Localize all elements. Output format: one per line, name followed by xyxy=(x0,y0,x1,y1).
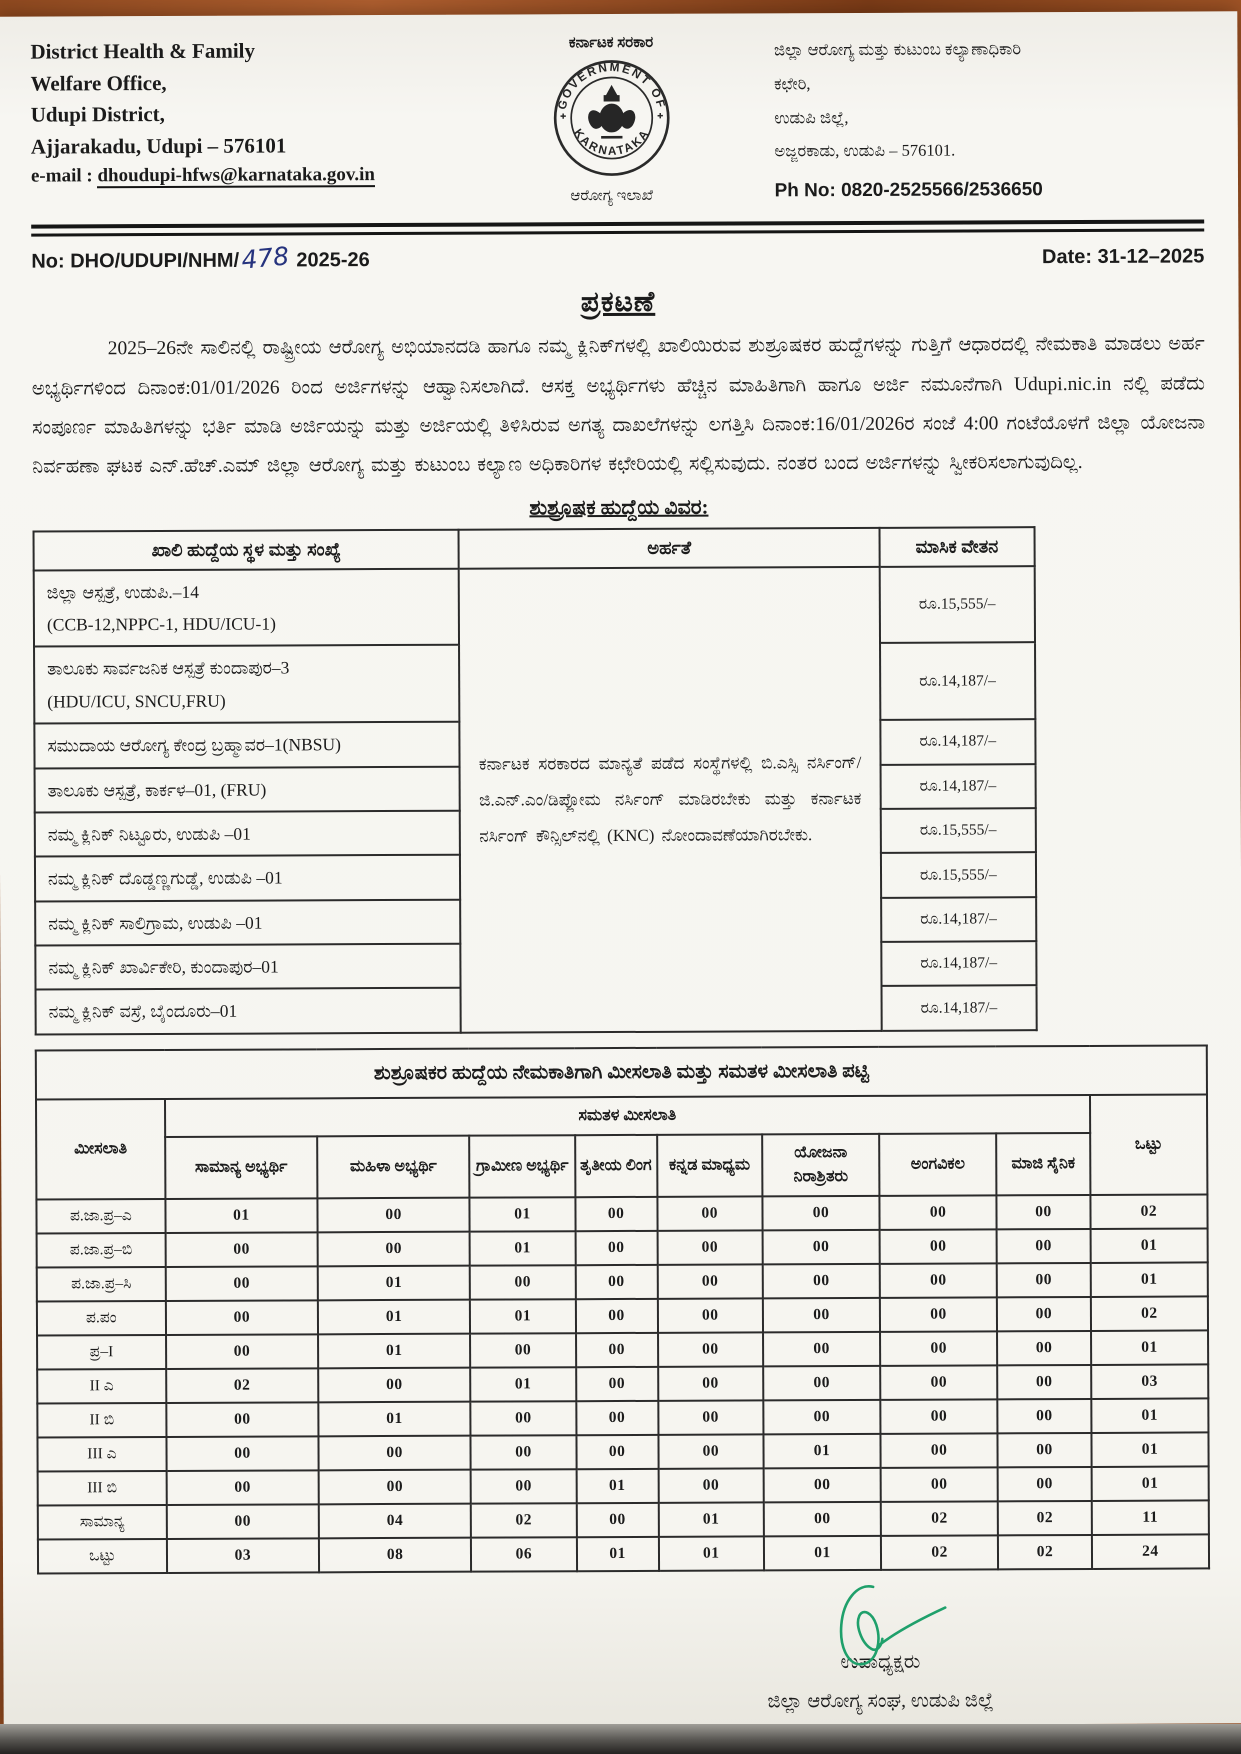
reservation-count-cell: 00 xyxy=(576,1401,658,1435)
reservation-total-cell: 01 xyxy=(1091,1433,1208,1468)
reservation-table-row xyxy=(38,1501,1209,1540)
reservation-count-cell: 00 xyxy=(881,1467,998,1502)
reservation-count-cell: 00 xyxy=(317,1198,469,1233)
reservation-count-cell: 00 xyxy=(471,1435,577,1469)
reservation-total-cell: 24 xyxy=(1092,1535,1209,1570)
reservation-count-cell: 00 xyxy=(319,1470,471,1505)
reservation-category-label: ಪ.ಜಾ.ಪ್ರ–ಸಿ xyxy=(37,1267,166,1302)
reservation-count-cell: 00 xyxy=(763,1332,880,1367)
office-name-kannada-line: ಕಛೇರಿ, xyxy=(774,73,811,94)
salary-cell: ರೂ.14,187/– xyxy=(881,986,1036,1031)
reservation-table-row xyxy=(37,1399,1208,1438)
reservation-count-cell: 00 xyxy=(657,1298,763,1332)
reservation-count-cell: 00 xyxy=(658,1468,764,1502)
phone-number: Ph No: 0820-2525566/2536650 xyxy=(774,179,1043,202)
reservation-table-row xyxy=(37,1229,1208,1268)
reservation-count-cell: 00 xyxy=(880,1365,997,1400)
reservation-table-title-row xyxy=(36,1045,1207,1099)
reservation-count-cell: 01 xyxy=(470,1367,576,1401)
reservation-count-cell: 01 xyxy=(658,1502,764,1536)
reservation-count-cell: 00 xyxy=(880,1229,997,1264)
reservation-count-cell: 00 xyxy=(998,1467,1092,1501)
post-place-cell: ನಮ್ಮ ಕ್ಲಿನಿಕ್ ಸಾಲಿಗ್ರಾಮ, ಉಡುಪಿ –01 xyxy=(35,899,461,945)
reservation-count-cell: 02 xyxy=(881,1501,998,1536)
reservation-count-cell: 01 xyxy=(318,1300,470,1335)
reservation-count-cell: 00 xyxy=(763,1264,880,1299)
reservation-count-cell: 00 xyxy=(881,1433,998,1468)
post-place-cell: ನಮ್ಮ ಕ್ಲಿನಿಕ್ ವಸ್ರೆ, ಬೈಂದೂರು–01 xyxy=(36,988,462,1034)
seal-text-top: GOVERNMENT OF xyxy=(555,60,668,112)
reservation-total-cell: 02 xyxy=(1091,1297,1208,1332)
reservation-count-cell: 01 xyxy=(764,1536,881,1571)
reservation-count-cell: 00 xyxy=(997,1365,1091,1399)
reservation-count-cell: 00 xyxy=(880,1399,997,1434)
reservation-count-cell: 01 xyxy=(763,1434,880,1469)
posts-table-row xyxy=(34,566,1035,647)
reservation-count-cell: 00 xyxy=(763,1298,880,1333)
reservation-total-cell: 01 xyxy=(1091,1467,1208,1502)
reservation-count-cell: 00 xyxy=(764,1468,881,1503)
reservation-count-cell: 00 xyxy=(880,1263,997,1298)
reservation-count-cell: 00 xyxy=(879,1195,996,1230)
office-name-kannada-line: ಜಿಲ್ಲಾ ಆರೋಗ್ಯ ಮತ್ತು ಕುಟುಂಬ ಕಲ್ಯಾಣಾಧಿಕಾರಿ xyxy=(773,39,1022,60)
seal-separator-right xyxy=(657,113,662,118)
office-address-kannada-line: ಅಜ್ಜರಕಾಡು, ಉಡುಪಿ – 576101. xyxy=(774,140,956,161)
reservation-count-cell: 00 xyxy=(165,1232,317,1267)
reservation-count-cell: 00 xyxy=(575,1197,657,1231)
department-name-kannada: ಆರೋಗ್ಯ ಇಲಾಖೆ xyxy=(570,187,653,205)
reservation-total-cell: 03 xyxy=(1091,1365,1208,1400)
signatory-organization: ಜಿಲ್ಲಾ ಆರೋಗ್ಯ ಸಂಘ, ಉಡುಪಿ ಜಿಲ್ಲೆ xyxy=(767,1690,994,1713)
office-district-kannada-line: ಉಡುಪಿ ಜಿಲ್ಲೆ, xyxy=(774,107,849,127)
document-date: Date: 31-12–2025 xyxy=(1041,245,1205,269)
posts-col-header-qualification: ಅರ್ಹತೆ xyxy=(459,528,880,569)
office-name-line: District Health & Family xyxy=(30,38,256,64)
reservation-category-label: ಪ.ಜಾ.ಪ್ರ–ಎ xyxy=(36,1199,165,1234)
reservation-count-cell: 00 xyxy=(318,1368,470,1403)
page-title: ಪ್ರಕಟಣೆ xyxy=(580,287,656,319)
posts-section-heading: ಶುಶ್ರೂಷಕ ಹುದ್ದೆಯ ವಿವರ: xyxy=(529,496,709,520)
reservation-count-cell: 00 xyxy=(575,1231,657,1265)
reservation-category-label: II ಬಿ xyxy=(37,1403,166,1438)
salary-cell: ರೂ.14,187/– xyxy=(880,719,1035,764)
reservation-count-cell: 01 xyxy=(318,1334,470,1369)
reservation-category-label: II ಎ xyxy=(37,1369,166,1404)
salary-cell: ರೂ.15,555/– xyxy=(880,808,1035,853)
reservation-count-cell: 00 xyxy=(167,1504,319,1539)
seal-text-bottom: KARNATAKA xyxy=(570,126,653,158)
office-name-line: Welfare Office, xyxy=(30,70,167,96)
signature-block xyxy=(700,1576,1061,1714)
reservation-count-cell: 00 xyxy=(166,1470,318,1505)
reservation-table-row xyxy=(37,1297,1208,1336)
reservation-count-cell: 00 xyxy=(166,1300,318,1335)
reservation-count-cell: 00 xyxy=(576,1367,658,1401)
reservation-category-label: ಪ.ಜಾ.ಪ್ರ–ಬಿ xyxy=(37,1233,166,1268)
reservation-table-body xyxy=(36,1195,1209,1574)
reservation-table-subheader-row xyxy=(36,1133,1207,1200)
reservation-col-header: ಮೀಸಲಾತಿ xyxy=(36,1099,165,1200)
horizontal-reservation-subheader: ಮಹಿಳಾ ಅಭ್ಯರ್ಥಿ xyxy=(317,1136,469,1199)
reservation-category-label: ಒಟ್ಟು xyxy=(38,1539,167,1574)
reservation-table-row xyxy=(36,1195,1207,1234)
posts-col-header-place: ಖಾಲಿ ಹುದ್ದೆಯ ಸ್ಥಳ ಮತ್ತು ಸಂಖ್ಯೆ xyxy=(34,529,460,570)
reservation-count-cell: 00 xyxy=(166,1436,318,1471)
reservation-table-row xyxy=(37,1331,1208,1370)
reservation-count-cell: 00 xyxy=(880,1297,997,1332)
total-col-header: ಒಟ್ಟು xyxy=(1090,1095,1208,1196)
email-label: e-mail : xyxy=(30,165,98,187)
reservation-table-title: ಶುಶ್ರೂಷಕರ ಹುದ್ದೆಯ ನೇಮಕಾತಿಗಾಗಿ ಮೀಸಲಾತಿ ಮತ್ತು ಸಮತಳ ಮೀಸಲಾತಿ ಪಟ್ಟಿ xyxy=(36,1045,1207,1099)
seal-separator-left xyxy=(560,113,565,118)
government-name-kannada: ಕರ್ನಾಟಕ ಸರಕಾರ xyxy=(568,34,654,52)
post-place-cell: ಜಿಲ್ಲಾ ಆಸ್ಪತ್ರೆ, ಉಡುಪಿ.–14 (CCB-12,NPPC-1, HDU/ICU-1) xyxy=(34,568,460,647)
qualification-cell: ಕರ್ನಾಟಕ ಸರಕಾರದ ಮಾನ್ಯತೆ ಪಡೆದ ಸಂಸ್ಥೆಗಳಲ್ಲಿ ಬಿ.ಎಸ್ಸಿ ನರ್ಸಿಂಗ್/ಜಿ.ಎನ್.ಎಂ/ಡಿಪ್ಲೋಮ ನರ್ಸಿಂಗ್ ಮಾಡಿರಬೇಕು ಮತ್ತು ಕರ್ನಾಟಕ ನರ್ಸಿಂಗ್ ಕೌನ್ಸಿಲ್‌ನಲ್ಲಿ (KNC) ನೋಂದಾವಣೆಯಾಗಿರಬೇಕು. xyxy=(459,567,881,1033)
reservation-count-cell: 06 xyxy=(471,1537,577,1571)
posts-table xyxy=(33,526,1038,1035)
post-place-cell: ನಮ್ಮ ಕ್ಲಿನಿಕ್ ಖಾರ್ವಿಕೇರಿ, ಕುಂದಾಪುರ–01 xyxy=(35,944,461,990)
reservation-count-cell: 00 xyxy=(576,1503,658,1537)
header-divider-rule xyxy=(31,220,1204,237)
reservation-table-row xyxy=(38,1535,1209,1574)
reservation-count-cell: 00 xyxy=(657,1264,763,1298)
horizontal-reservation-group-header: ಸಮತಳ ಮೀಸಲಾತಿ xyxy=(165,1095,1090,1137)
reservation-count-cell: 02 xyxy=(998,1535,1092,1569)
reservation-count-cell: 00 xyxy=(997,1229,1091,1263)
reservation-count-cell: 00 xyxy=(763,1230,880,1265)
reference-year: 2025-26 xyxy=(296,249,370,272)
reservation-total-cell: 02 xyxy=(1090,1195,1207,1230)
reservation-count-cell: 02 xyxy=(471,1503,577,1537)
posts-table-header-row xyxy=(34,527,1035,570)
reference-line xyxy=(31,240,1204,274)
reservation-count-cell: 00 xyxy=(471,1401,577,1435)
reservation-category-label: ಪ್ರ–I xyxy=(37,1335,166,1370)
reservation-total-cell: 01 xyxy=(1090,1229,1207,1264)
reservation-count-cell: 01 xyxy=(470,1231,576,1265)
reservation-count-cell: 01 xyxy=(318,1402,470,1437)
reservation-count-cell: 00 xyxy=(318,1232,470,1267)
reservation-count-cell: 02 xyxy=(998,1501,1092,1535)
karnataka-government-seal xyxy=(547,54,676,183)
reservation-count-cell: 01 xyxy=(318,1266,470,1301)
letterhead-english-address xyxy=(30,35,476,191)
reservation-count-cell: 00 xyxy=(575,1299,657,1333)
reservation-table-row xyxy=(38,1467,1209,1506)
horizontal-reservation-subheader: ಗ್ರಾಮೀಣ ಅಭ್ಯರ್ಥಿ xyxy=(469,1135,575,1197)
reservation-count-cell: 00 xyxy=(997,1263,1091,1297)
photo-bottom-edge xyxy=(0,1724,1241,1754)
reservation-count-cell: 00 xyxy=(576,1333,658,1367)
reservation-total-cell: 01 xyxy=(1091,1331,1208,1366)
reservation-count-cell: 00 xyxy=(997,1195,1091,1229)
post-place-cell: ತಾಲೂಕು ಆಸ್ಪತ್ರೆ, ಕಾರ್ಕಳ–01, (FRU) xyxy=(35,766,461,812)
reservation-count-cell: 00 xyxy=(997,1331,1091,1365)
reservation-count-cell: 00 xyxy=(470,1265,576,1299)
reservation-total-cell: 01 xyxy=(1091,1263,1208,1298)
letterhead xyxy=(30,31,1204,214)
letterhead-kannada-address xyxy=(746,31,1204,211)
reservation-category-label: ಪ.ಪಂ xyxy=(37,1301,166,1336)
reservation-count-cell: 01 xyxy=(470,1197,576,1231)
reservation-count-cell: 01 xyxy=(658,1536,764,1570)
reservation-count-cell: 00 xyxy=(763,1400,880,1435)
reservation-count-cell: 08 xyxy=(319,1538,471,1573)
reservation-count-cell: 00 xyxy=(880,1331,997,1366)
reservation-count-cell: 00 xyxy=(318,1436,470,1471)
horizontal-reservation-subheader: ಕನ್ನಡ ಮಾಧ್ಯಮ xyxy=(657,1134,763,1196)
notification-body-paragraph: 2025–26ನೇ ಸಾಲಿನಲ್ಲಿ ರಾಷ್ಟ್ರೀಯ ಆರೋಗ್ಯ ಅಭಿಯಾನದಡಿ ಹಾಗೂ ನಮ್ಮ ಕ್ಲಿನಿಕ್‌ಗಳಲ್ಲಿ ಖಾಲಿಯಿರುವ ಶುಶ್ರೂಷಕರ ಹುದ್ದೆಗಳನ್ನು ಗುತ್ತಿಗೆ ಆಧಾರದಲ್ಲಿ ನೇಮಕಾತಿ ಮಾಡಲು ಅರ್ಹ ಅಭ್ಯರ್ಥಿಗಳಿಂದ ದಿನಾಂಕ:01/01/2026 ರಿಂದ ಅರ್ಜಿಗಳನ್ನು ಆಹ್ವಾನಿಸಲಾಗಿದೆ. ಆಸಕ್ತ ಅಭ್ಯರ್ಥಿಗಳು ಹೆಚ್ಚಿನ ಮಾಹಿತಿಗಾಗಿ ಹಾಗೂ ಅರ್ಜಿ ನಮೂನೆಗಾಗಿ Udupi.nic.in ನಲ್ಲಿ ಪಡೆದು ಸಂಪೂರ್ಣ ಮಾಹಿತಿಗಳನ್ನು ಭರ್ತಿ ಮಾಡಿ ಅರ್ಜಿಯನ್ನು ಮತ್ತು ಅರ್ಜಿಯಲ್ಲಿ ತಿಳಿಸಿರುವ ಅಗತ್ಯ ದಾಖಲೆಗಳನ್ನು ಲಗತ್ತಿಸಿ ದಿನಾಂಕ:16/01/2026ರ ಸಂಜೆ 4:00 ಗಂಟೆಯೊಳಗೆ ಜಿಲ್ಲಾ ಯೋಜನಾ ನಿರ್ವಹಣಾ ಘಟಕ ಎನ್.ಹೆಚ್.ಎಮ್ ಜಿಲ್ಲಾ ಆರೋಗ್ಯ ಮತ್ತು ಕುಟುಂಬ ಕಲ್ಯಾಣ ಅಧಿಕಾರಿಗಳ ಕಛೇರಿಯಲ್ಲಿ ಸಲ್ಲಿಸುವುದು. ನಂತರ ಬಂದ ಅರ್ಜಿಗಳನ್ನು ಸ್ವೀಕರಿಸಲಾಗುವುದಿಲ್ಲ. xyxy=(31,333,1206,478)
reservation-count-cell: 00 xyxy=(762,1196,879,1231)
signatory-designation: ಉಪಾಧ್ಯಕ್ಷರು xyxy=(840,1651,921,1674)
horizontal-reservation-subheader: ಮಾಜಿ ಸೈನಿಕ xyxy=(996,1133,1090,1195)
horizontal-reservation-subheader: ಅಂಗವಿಕಲ xyxy=(879,1133,996,1196)
posts-table-body xyxy=(34,566,1037,1034)
reservation-count-cell: 00 xyxy=(166,1402,318,1437)
email-address: dhoudupi-hfws@karnataka.gov.in xyxy=(97,164,375,187)
horizontal-reservation-subheader: ಯೋಜನಾ ನಿರಾಶ್ರಿತರು xyxy=(762,1134,879,1197)
posts-col-header-salary: ಮಾಸಿಕ ವೇತನ xyxy=(879,527,1034,567)
reservation-category-label: III ಎ xyxy=(37,1437,166,1472)
reference-number xyxy=(31,243,370,273)
reservation-count-cell: 00 xyxy=(997,1399,1091,1433)
reservation-count-cell: 00 xyxy=(470,1333,576,1367)
reservation-total-cell: 01 xyxy=(1091,1399,1208,1434)
reservation-count-cell: 00 xyxy=(166,1266,318,1301)
reservation-total-cell: 11 xyxy=(1092,1501,1209,1536)
reservation-count-cell: 00 xyxy=(764,1502,881,1537)
gandaberunda-emblem-icon xyxy=(588,86,634,137)
reservation-count-cell: 01 xyxy=(577,1537,659,1571)
reservation-category-label: III ಬಿ xyxy=(38,1471,167,1506)
reservation-count-cell: 02 xyxy=(881,1535,998,1570)
post-place-cell: ಸಮುದಾಯ ಆರೋಗ್ಯ ಕೇಂದ್ರ ಬ್ರಹ್ಮಾವರ–1(NBSU) xyxy=(34,722,460,768)
reservation-table xyxy=(35,1044,1210,1574)
signature-scribble-icon xyxy=(795,1577,965,1686)
reservation-count-cell: 00 xyxy=(471,1469,577,1503)
reservation-count-cell: 00 xyxy=(575,1265,657,1299)
reservation-count-cell: 00 xyxy=(657,1230,763,1264)
reservation-count-cell: 03 xyxy=(167,1538,319,1573)
handwritten-reference-number: 478 xyxy=(239,241,291,275)
horizontal-reservation-subheader: ತೃತೀಯ ಲಿಂಗ xyxy=(575,1135,657,1197)
post-place-cell: ನಮ್ಮ ಕ್ಲಿನಿಕ್ ನಿಟ್ಟೂರು, ಉಡುಪಿ –01 xyxy=(35,811,461,857)
salary-cell: ರೂ.14,187/– xyxy=(880,764,1035,809)
reservation-count-cell: 00 xyxy=(166,1334,318,1369)
reservation-table-group-header-row xyxy=(36,1095,1207,1138)
post-place-cell: ತಾಲೂಕು ಸಾರ್ವಜನಿಕ ಆಸ್ಪತ್ರೆ ಕುಂದಾಪುರ–3 (HDU/ICU, SNCU,FRU) xyxy=(34,645,460,724)
office-district-line: Udupi District, xyxy=(30,101,165,127)
reservation-count-cell: 01 xyxy=(576,1469,658,1503)
reservation-table-row xyxy=(37,1365,1208,1404)
reservation-count-cell: 01 xyxy=(165,1198,317,1233)
reservation-count-cell: 00 xyxy=(658,1332,764,1366)
reservation-count-cell: 00 xyxy=(658,1434,764,1468)
document-page xyxy=(0,11,1241,1728)
salary-cell: ರೂ.14,187/– xyxy=(880,643,1035,720)
reservation-count-cell: 00 xyxy=(576,1435,658,1469)
email-line xyxy=(31,161,477,191)
reservation-count-cell: 00 xyxy=(997,1297,1091,1331)
reservation-count-cell: 00 xyxy=(657,1196,763,1230)
reference-prefix: No: DHO/UDUPI/NHM/ xyxy=(31,249,240,273)
salary-cell: ರೂ.14,187/– xyxy=(881,941,1036,986)
reservation-count-cell: 04 xyxy=(319,1504,471,1539)
office-address-line: Ajjarakadu, Udupi – 576101 xyxy=(30,132,287,159)
letterhead-emblem-block xyxy=(476,33,747,207)
reservation-count-cell: 00 xyxy=(658,1366,764,1400)
reservation-table-row xyxy=(37,1263,1208,1302)
reservation-table-row xyxy=(37,1433,1208,1472)
post-place-cell: ನಮ್ಮ ಕ್ಲಿನಿಕ್ ದೊಡ್ಡಣ್ಣಗುಡ್ಡೆ, ಉಡುಪಿ –01 xyxy=(35,855,461,901)
reservation-count-cell: 00 xyxy=(658,1400,764,1434)
reservation-count-cell: 01 xyxy=(470,1299,576,1333)
reservation-count-cell: 02 xyxy=(166,1368,318,1403)
reservation-count-cell: 00 xyxy=(998,1433,1092,1467)
horizontal-reservation-subheader: ಸಾಮಾನ್ಯ ಅಭ್ಯರ್ಥಿ xyxy=(165,1136,317,1199)
salary-cell: ರೂ.15,555/– xyxy=(881,853,1036,898)
salary-cell: ರೂ.14,187/– xyxy=(881,897,1036,942)
salary-cell: ರೂ.15,555/– xyxy=(879,566,1034,643)
reservation-count-cell: 00 xyxy=(763,1366,880,1401)
reservation-category-label: ಸಾಮಾನ್ಯ xyxy=(38,1505,167,1540)
